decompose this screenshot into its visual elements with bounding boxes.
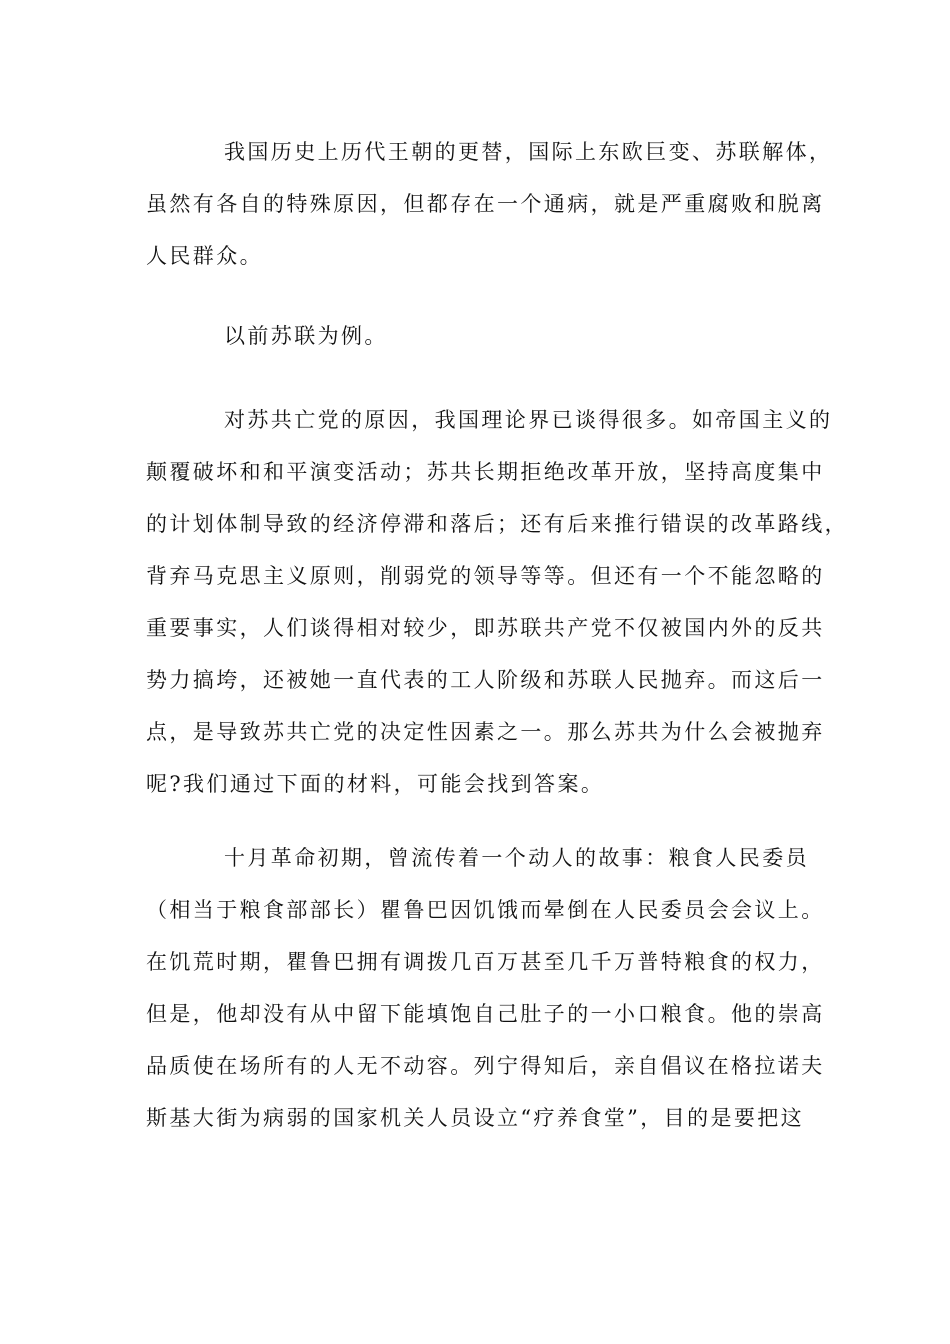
paragraph-2: [146, 310, 816, 362]
text-line: 颠覆破坏和和平演变活动；苏共长期拒绝改革开放，坚持高度集中: [146, 460, 825, 484]
paragraph-1: [146, 126, 833, 282]
text-line: 虽然有各自的特殊原因，但都存在一个通病，就是严重腐败和脱离: [146, 192, 825, 216]
text-line: 对苏共亡党的原因，我国理论界已谈得很多。如帝国主义的: [224, 408, 833, 432]
text-line: 斯基大街为病弱的国家机关人员设立“疗养食堂”，目的是要把这: [146, 1106, 805, 1130]
text-line: 我国历史上历代王朝的更替，国际上东欧巨变、苏联解体，: [224, 140, 833, 164]
text-line: 呢?我们通过下面的材料，可能会找到答案。: [146, 772, 605, 796]
paragraph-3: [146, 394, 848, 810]
text-line: 势力搞垮，还被她一直代表的工人阶级和苏联人民抛弃。而这后一: [146, 668, 825, 692]
text-line: 重要事实，人们谈得相对较少，即苏联共产党不仅被国内外的反共: [146, 616, 825, 640]
text-line: 以前苏联为例。: [224, 324, 388, 348]
text-line: 点，是导致苏共亡党的决定性因素之一。那么苏共为什么会被抛弃: [146, 720, 825, 744]
text-line: 在饥荒时期，瞿鲁巴拥有调拨几百万甚至几千万普特粮食的权力，: [146, 950, 825, 974]
text-line: 品质使在场所有的人无不动容。列宁得知后，亲自倡议在格拉诺夫: [146, 1054, 825, 1078]
text-line: 的计划体制导致的经济停滞和落后；还有后来推行错误的改革路线，: [146, 512, 848, 536]
paragraph-4: [146, 832, 825, 1144]
text-line: 十月革命初期，曾流传着一个动人的故事：粮食人民委员: [224, 846, 809, 870]
text-line: 人民群众。: [146, 244, 263, 268]
text-line: （相当于粮食部部长）瞿鲁巴因饥饿而晕倒在人民委员会会议上。: [146, 898, 825, 922]
text-line: 背弃马克思主义原则，削弱党的领导等等。但还有一个不能忽略的: [146, 564, 825, 588]
text-line: 但是，他却没有从中留下能填饱自己肚子的一小口粮食。他的崇高: [146, 1002, 825, 1026]
